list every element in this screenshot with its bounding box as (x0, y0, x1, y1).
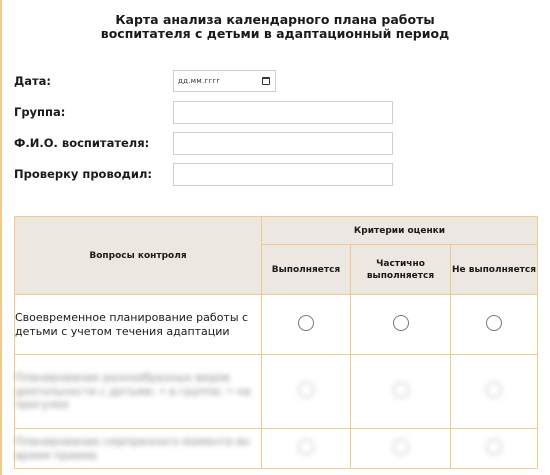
radio-partial[interactable] (393, 382, 409, 398)
question-text: Своевременное планирование работы с детьми с учетом течения адаптации (15, 295, 262, 355)
control-table (14, 216, 538, 469)
radio-done[interactable] (298, 382, 314, 398)
group-label: Группа: (14, 105, 66, 119)
inspector-input[interactable] (173, 163, 393, 186)
option-header-not-done: Не выполняется (451, 245, 538, 295)
table-row (15, 295, 538, 355)
radio-not-done[interactable] (486, 382, 502, 398)
page-title-line-1: Карта анализа календарного плана работы (115, 12, 435, 27)
question-text: Планирование сюрпризного момента во время приема (15, 429, 262, 469)
left-accent-line (0, 0, 2, 475)
date-placeholder: дд.мм.гггг (178, 77, 221, 85)
question-text: Планирование разнообразных видов деятельности с детьми: • в группе; • на прогулке (15, 355, 262, 429)
group-input[interactable] (173, 101, 393, 124)
date-label: Дата: (14, 74, 52, 88)
table-row (15, 429, 538, 469)
teacher-label: Ф.И.О. воспитателя: (14, 136, 150, 150)
criteria-header: Критерии оценки (262, 217, 538, 245)
calendar-icon[interactable] (262, 77, 270, 85)
option-header-done: Выполняется (262, 245, 351, 295)
page-title-line-2: воспитателя с детьми в адаптационный период (100, 26, 450, 41)
date-input[interactable] (173, 70, 276, 92)
questions-column-header: Вопросы контроля (15, 217, 262, 295)
page-title (40, 13, 510, 41)
table-row (15, 355, 538, 429)
inspector-label: Проверку проводил: (14, 167, 152, 181)
radio-done[interactable] (298, 315, 314, 331)
radio-not-done[interactable] (486, 315, 502, 331)
teacher-name-input[interactable] (173, 132, 393, 155)
radio-done[interactable] (298, 439, 314, 455)
radio-partial[interactable] (393, 315, 409, 331)
radio-not-done[interactable] (486, 439, 502, 455)
radio-partial[interactable] (393, 439, 409, 455)
option-header-partial: Частично выполняется (351, 245, 451, 295)
